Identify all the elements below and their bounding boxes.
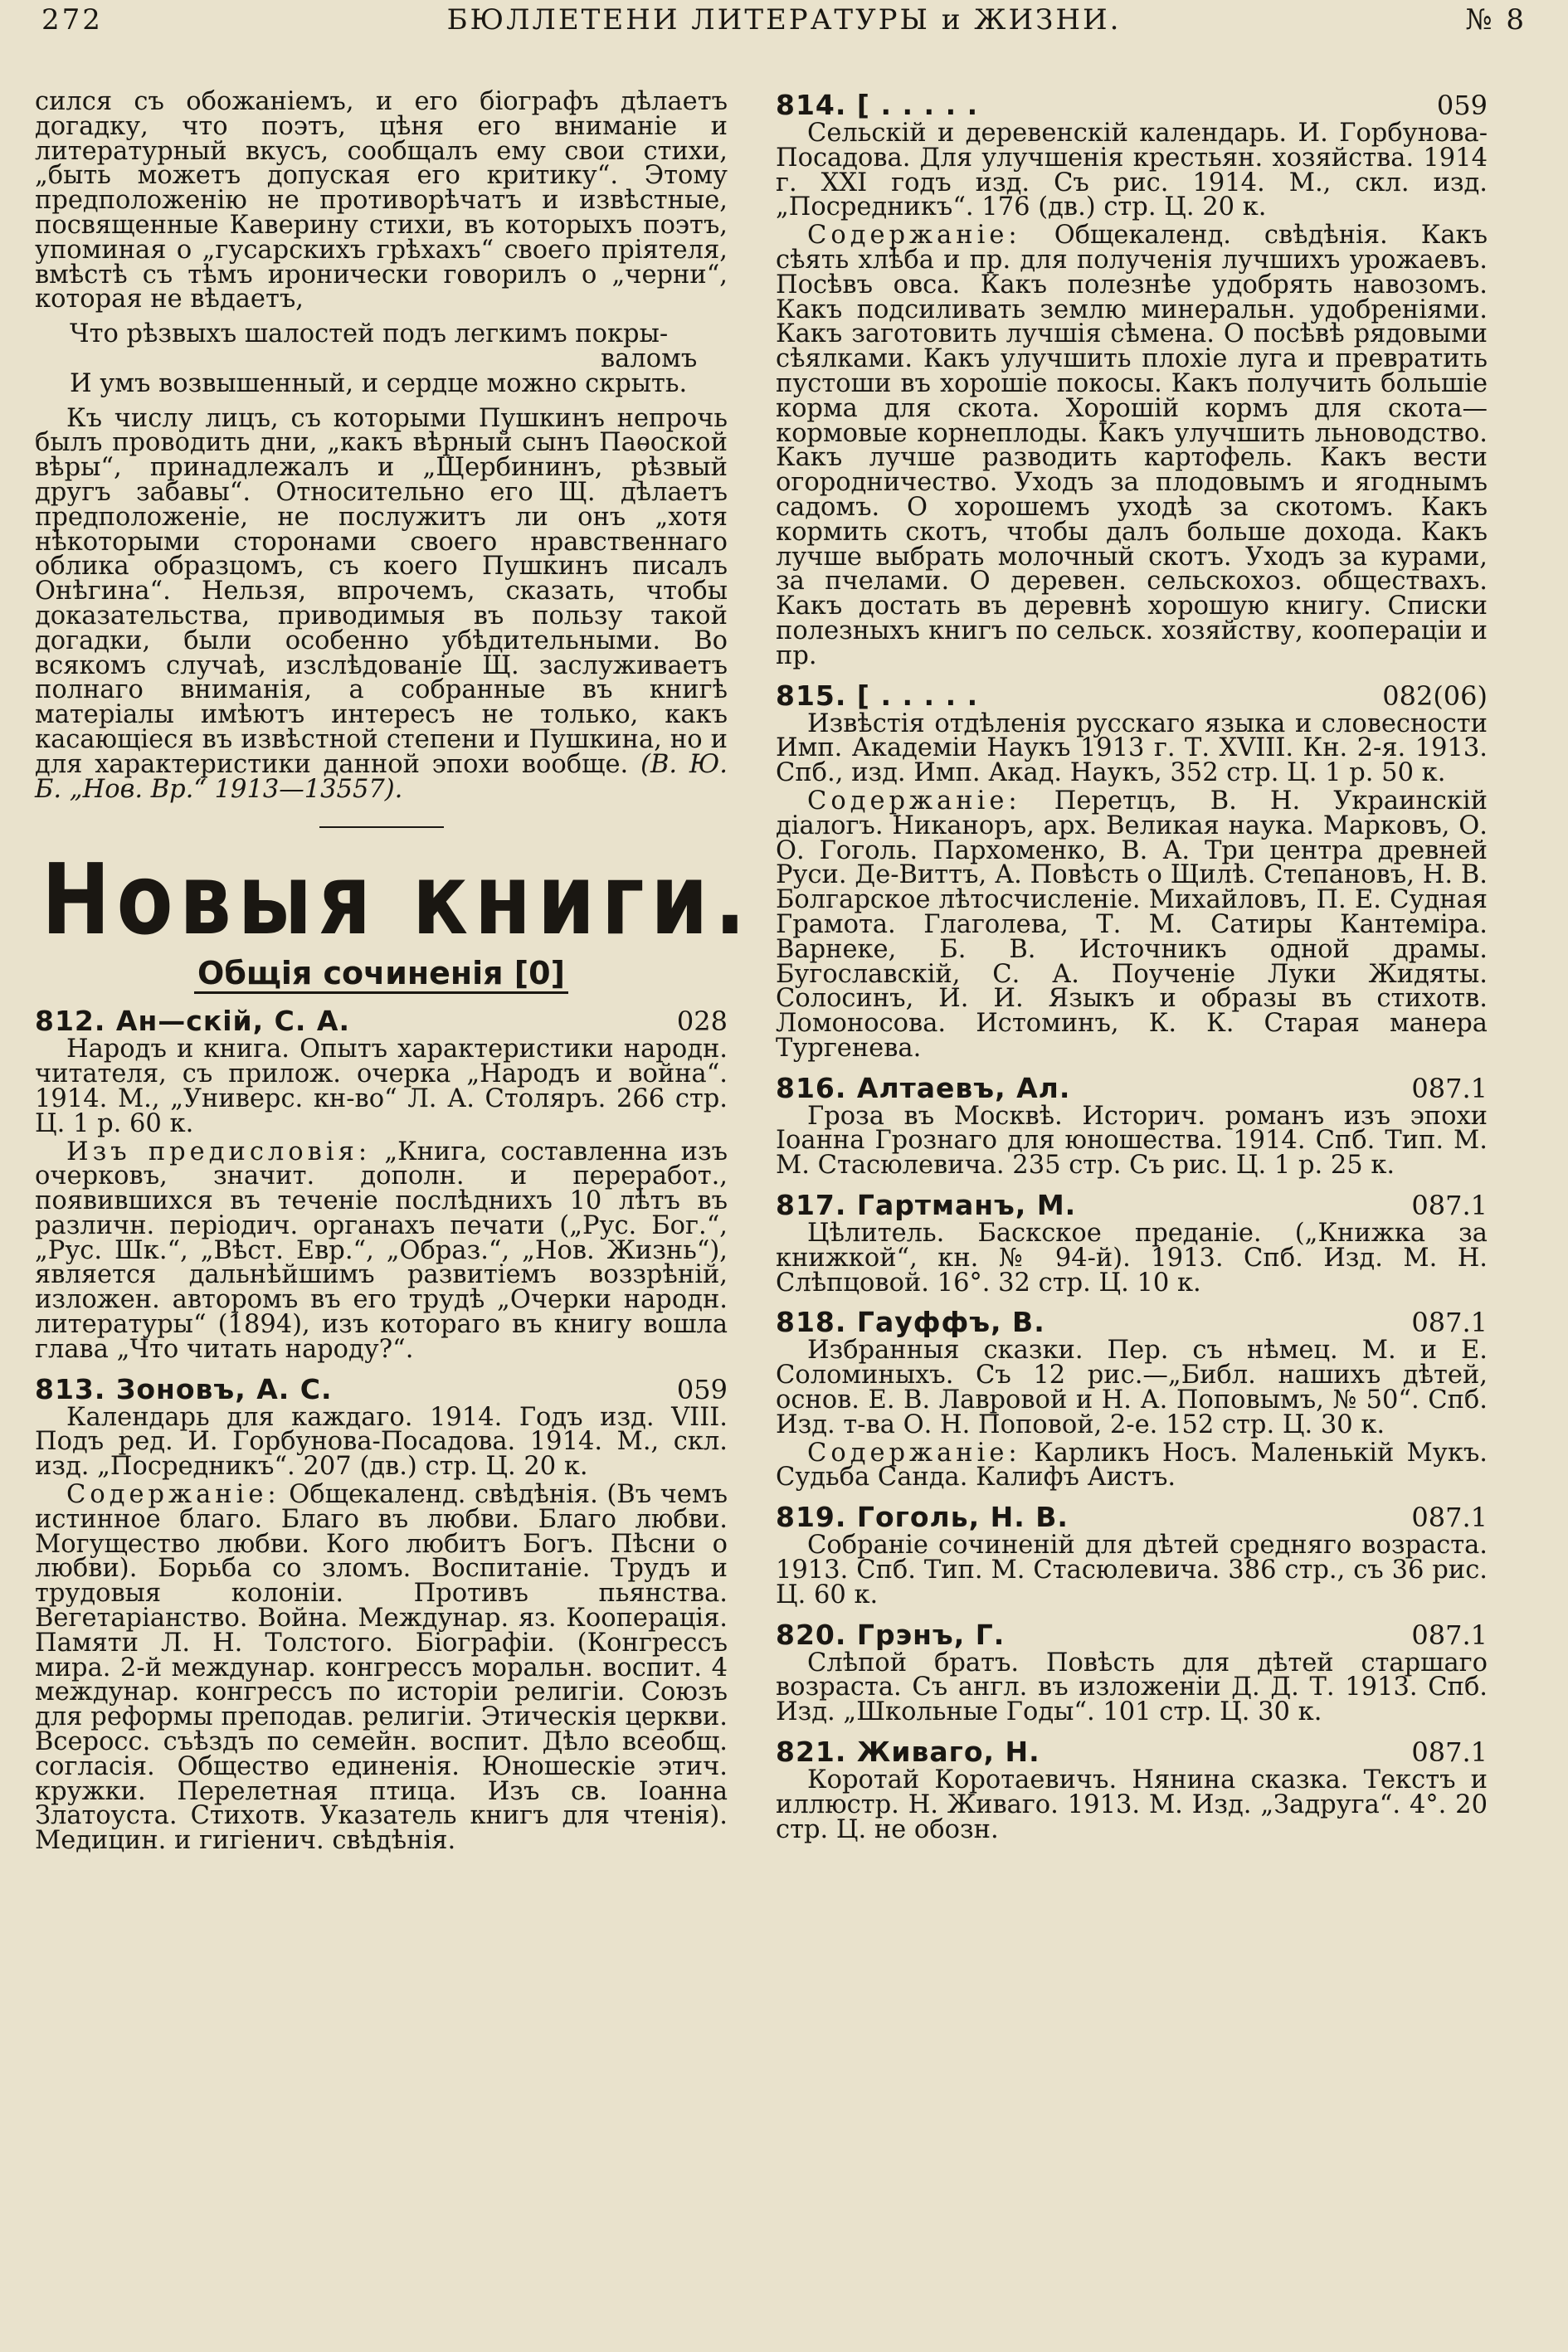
entry-number: 812. <box>35 1005 106 1038</box>
entry-body: Собраніе сочиненій для дѣтей средняго возраста. 1913. Спб. Тип. М. Стасюлевича. 386 стр., съ 36 рис. Ц. 60 к. <box>776 1531 1488 1609</box>
running-header <box>41 3 1527 37</box>
entry-header <box>776 1619 1488 1651</box>
entry-body: Избранныя сказки. Пер. съ нѣмец. М. и Е. Соломиныхъ. Съ 12 рис.—„Библ. нашихъ дѣтей, основ. Е. В. Лавровой и Н. А. Поповымъ, № 50“. Спб. Изд. т-ва О. Н. Поповой, 2-е. 152 стр. Ц. 30 к. <box>776 1336 1488 1439</box>
left-column <box>35 87 752 1856</box>
entry-code: 082(06) <box>1382 679 1488 712</box>
entry-contents-label: Содержаніе: <box>807 1438 1021 1468</box>
entry-contents <box>776 1438 1488 1493</box>
entry-contents-label: Изъ предисловія: <box>66 1137 372 1166</box>
entry-819 <box>776 1502 1488 1607</box>
entry-code: 087.1 <box>1411 1736 1488 1769</box>
section-heading: Новыя книги. <box>41 842 752 957</box>
entry-code: 087.1 <box>1411 1072 1488 1104</box>
entry-header <box>776 1073 1488 1104</box>
entry-number: 821. <box>776 1736 847 1769</box>
entry-author-name: [ . . . . . <box>856 89 979 121</box>
entry-author <box>776 1619 1005 1651</box>
entry-contents <box>776 786 1488 1063</box>
entry-contents-label: Содержаніе: <box>807 221 1021 251</box>
entry-816 <box>776 1071 1488 1181</box>
entry-contents <box>776 223 1488 668</box>
entry-author-name: [ . . . . . <box>856 679 979 712</box>
entry-author-name: Гартманъ, М. <box>856 1189 1077 1222</box>
entry-817 <box>776 1189 1488 1298</box>
entry-header <box>776 1190 1488 1221</box>
entry-author <box>776 1502 1069 1533</box>
issue-number: № 8 <box>1465 3 1527 37</box>
entry-813 <box>35 1372 728 1856</box>
entry-body: Народъ и книга. Опытъ характеристики народн. читателя, съ прилож. очерка „Народъ и война“. 1914. М., „Универс. кн-во“ Л. А. Столяръ. 266 стр. Ц. 1 р. 60 к. <box>35 1035 728 1138</box>
entry-header <box>776 90 1488 121</box>
entry-author <box>776 90 978 121</box>
entry-author-name: Зоновъ, А. С. <box>115 1372 333 1405</box>
section-divider <box>319 826 444 828</box>
verse-line-1: Что рѣзвыхъ шалостей подъ легкимъ покры- <box>70 319 669 349</box>
entry-body: Коротай Коротаевичъ. Нянина сказка. Текстъ и иллюстр. Н. Живаго. 1913. М. Изд. „Задруга“. 4°. 20 стр. Ц. не обозн. <box>776 1765 1488 1844</box>
entry-code: 087.1 <box>1411 1502 1488 1534</box>
review-citation: (В. Ю. Б. „Нов. Вр.“ 1913—13557). <box>35 749 728 804</box>
entry-contents <box>35 1480 728 1856</box>
entry-code: 087.1 <box>1411 1619 1488 1651</box>
entry-header <box>35 1006 728 1037</box>
entry-code: 059 <box>676 1373 728 1405</box>
entry-header <box>776 680 1488 712</box>
entry-number: 813. <box>35 1372 106 1405</box>
subsection-heading <box>35 954 728 992</box>
entry-author <box>776 1736 1040 1768</box>
verse-quote <box>70 319 728 398</box>
entry-number: 820. <box>776 1618 847 1651</box>
entry-author <box>776 1307 1045 1338</box>
verse-line-2: И умъ возвышенный, и сердце можно скрыть. <box>70 368 688 398</box>
entry-code: 087.1 <box>1411 1190 1488 1222</box>
entry-contents-text: Карликъ Носъ. Маленькій Мукъ. Судьба Санда. Калифъ Аистъ. <box>776 1438 1488 1493</box>
entry-contents-label: Содержаніе: <box>66 1480 280 1510</box>
entry-author-name: Алтаевъ, Ал. <box>856 1071 1071 1104</box>
entry-contents-text: Общекаленд. свѣдѣнія. (Въ чемъ истинное благо. Благо въ любви. Благо любви. Могущество любви. Кого любитъ Богъ. Пѣсни о любви). Борьба со зломъ. Воспитаніе. Трудъ и трудовыя колоніи. Противъ пьянства. Вегетаріанство. Война. Междунар. яз. Кооперація. Памяти Л. Н. Толстого. Біографіи. (Конгрессъ мира. 2-й междунар. конгрессъ моральн. воспит. 4 междунар. конгрессъ по исторіи религіи. Союзъ для реформы преподав. религіи. Этическія церкви. Всеросс. съѣздъ по семейн. воспит. Дѣло всеобщ. согласія. Общество единенія. Юношескіе этич. кружки. Перелетная птица. Изъ св. Іоанна Златоуста. Стихотв. Указатель книгъ для чтенія). Медицин. и гигіенич. свѣдѣнія. <box>35 1480 728 1856</box>
entry-820 <box>776 1619 1488 1725</box>
entry-code: 059 <box>1436 90 1488 121</box>
entry-header <box>776 1502 1488 1533</box>
journal-title: БЮЛЛЕТЕНИ ЛИТЕРАТУРЫ и ЖИЗНИ. <box>446 3 1122 37</box>
entry-header <box>776 1307 1488 1338</box>
entry-author <box>35 1006 350 1037</box>
entry-author-name: Живаго, Н. <box>856 1736 1040 1769</box>
entry-author-name: Гауффъ, В. <box>856 1306 1045 1339</box>
entry-number: 815. <box>776 679 847 712</box>
entry-contents <box>35 1137 728 1364</box>
entry-header <box>776 1736 1488 1768</box>
right-column <box>776 90 1488 1842</box>
entry-number: 818. <box>776 1306 847 1339</box>
entry-815 <box>776 680 1488 1061</box>
entry-contents-label: Содержаніе: <box>807 786 1021 816</box>
entry-contents-text: Общекаленд. свѣдѣнія. Какъ сѣять хлѣба и пр. для полученія лучшихъ урожаевъ. Посѣвъ овса. Какъ полезнѣе удобрять навозомъ. Какъ подсиливать землю минеральн. удобреніями. Какъ заготовить лучшія сѣмена. О посѣвѣ рядовыми сѣялками. Какъ улучшить плохіе луга и превратить пустоши въ хорошіе покосы. Какъ получить большіе корма для скота. Хорошій кормъ для скота—кормовые корнеплоды. Какъ улучшить льноводство. Какъ лучше разводить картофель. Какъ вести огородничество. Уходъ за плодовымъ и ягоднымъ садомъ. О хорошемъ уходѣ за скотомъ. Какъ кормить скотъ, чтобы далъ больше дохода. Какъ лучше выбрать молочный скотъ. Уходъ за курами, за пчелами. О деревен. сельскохоз. обществахъ. Какъ достать въ деревнѣ хорошую книгу. Списки полезныхъ книгъ по сельск. хозяйству, коопераціи и пр. <box>776 221 1488 670</box>
entry-body: Гроза въ Москвѣ. Историч. романъ изъ эпохи Іоанна Грознаго для юношества. 1914. Спб. Тип. М. М. Стасюлевича. 235 стр. Съ рис. Ц. 1 р. 25 к. <box>776 1101 1488 1181</box>
entry-author <box>35 1374 333 1405</box>
subsection-heading-text: Общія сочиненія [0] <box>194 955 568 994</box>
entry-818 <box>776 1306 1488 1493</box>
review-paragraph-1: сился съ обожаніемъ, и его біографъ дѣлаетъ догадку, что поэтъ, цѣня его вниманіе и литературный вкусъ, сообщалъ ему свои стихи, „быть можетъ допуская его критику“. Этому предположенію не противорѣчатъ и извѣстные, посвященные Каверину стихи, въ которыхъ поэтъ, упоминая о „гусарскихъ грѣхахъ“ своего пріятеля, вмѣстѣ съ тѣмъ иронически говорилъ о „черни“, которая не вѣдаетъ, <box>35 87 728 314</box>
entry-812 <box>35 1005 728 1364</box>
entry-body: Сельскій и деревенскій календарь. И. Горбунова-Посадова. Для улучшенія крестьян. хозяйства. 1914 г. XXI годъ изд. Съ рис. 1914. М., скл. изд. „Посредникъ“. 176 (дв.) стр. Ц. 20 к. <box>776 119 1488 222</box>
entry-number: 816. <box>776 1071 847 1104</box>
entry-author-name: Гоголь, Н. В. <box>856 1501 1069 1534</box>
entry-contents-text: Перетцъ, В. Н. Украинскій діалогъ. Никаноръ, арх. Великая наука. Марковъ, О. О. Гоголь. Пархоменко, В. А. Три центра древней Руси. Де-Виттъ, А. Повѣсть о Щилѣ. Степановъ, Н. В. Болгарское лѣтосчисленіе. Михайловъ, П. Е. Судная Грамота. Глаголева, Т. М. Сатиры Кантеміра. Варнеке, Б. В. Источникъ одной драмы. Бугославскій, С. А. Поученіе Луки Жидяты. Солосинъ, И. И. Языкъ и образы въ стихотв. Ломоносова. Истоминъ, К. К. Старая манера Тургенева. <box>776 786 1488 1063</box>
entry-header <box>35 1374 728 1405</box>
entry-body: Слѣпой братъ. Повѣсть для дѣтей старшаго возраста. Съ англ. въ изложеніи Д. Д. Т. 1913. Спб. Изд. „Школьные Годы“. 101 стр. Ц. 30 к. <box>776 1648 1488 1727</box>
entry-body: Извѣстія отдѣленія русскаго языка и словесности Имп. Академіи Наукъ 1913 г. Т. XVIII. Кн. 2-я. 1913. Спб., изд. Имп. Акад. Наукъ, 352 стр. Ц. 1 р. 50 к. <box>776 709 1488 788</box>
entry-author-name: Ан—скій, С. А. <box>115 1005 350 1038</box>
entry-author <box>776 1190 1076 1221</box>
entry-body: Цѣлитель. Баскское преданіе. („Книжка за книжкой“, кн. № 94-й). 1913. Спб. Изд. М. Н. Слѣпцовой. 16°. 32 стр. Ц. 10 к. <box>776 1219 1488 1298</box>
entry-body: Календарь для каждаго. 1914. Годъ изд. VIII. Подъ ред. И. Горбунова-Посадова. 1914. М., скл. изд. „Посредникъ“. 207 (дв.) стр. Ц. 20 к. <box>35 1402 728 1482</box>
entry-number: 819. <box>776 1501 847 1534</box>
review-paragraph-2-text: Къ числу лицъ, съ которыми Пушкинъ непрочь былъ проводить дни, „какъ вѣрный сынъ Паѳоской вѣры“, принадлежалъ и „Щербининъ, рѣзвый другъ забавы“. Относительно его Щ. дѣлаетъ предположеніе, не послужитъ ли онъ „хотя нѣкоторыми сторонами своего нравственнаго облика образцомъ, съ коего Пушкинъ писалъ Онѣгина“. Нельзя, впрочемъ, сказать, чтобы доказательства, приводимыя въ пользу такой догадки, были особенно убѣдительными. Во всякомъ случаѣ, изслѣдованіе Щ. заслуживаетъ полнаго вниманія, а собранные въ книгѣ матеріалы имѣютъ интересъ не только, какъ касающіеся въ извѣстной степени и Пушкина, но и для характеристики данной эпохи вообще. <box>35 403 728 779</box>
entry-code: 028 <box>676 1006 728 1038</box>
entry-number: 814. <box>776 89 847 121</box>
entry-number: 817. <box>776 1189 847 1222</box>
entry-821 <box>776 1736 1488 1842</box>
review-paragraph-2 <box>35 403 728 804</box>
entry-contents-text: „Книга, составленна изъ очерковъ, значит. дополн. и переработ., появившихся въ теченіе послѣднихъ 10 лѣтъ въ различн. періодич. органахъ печати („Рус. Бог.“, „Рус. Шк.“, „Вѣст. Евр.“, „Образ.“, „Нов. Жизнь“), является дальнѣйшимъ развитіемъ воззрѣній, изложен. авторомъ въ его трудѣ „Очерки народн. литературы“ (1894), изъ котораго въ книгу вошла глава „Что читать народу?“. <box>35 1137 728 1364</box>
entry-author-name: Грэнъ, Г. <box>856 1618 1006 1651</box>
entry-code: 087.1 <box>1411 1307 1488 1339</box>
entry-author <box>776 1073 1070 1104</box>
entry-author <box>776 680 978 712</box>
page-number: 272 <box>41 3 103 37</box>
verse-line-1-cont: валомъ <box>601 343 698 373</box>
entry-814 <box>776 90 1488 669</box>
